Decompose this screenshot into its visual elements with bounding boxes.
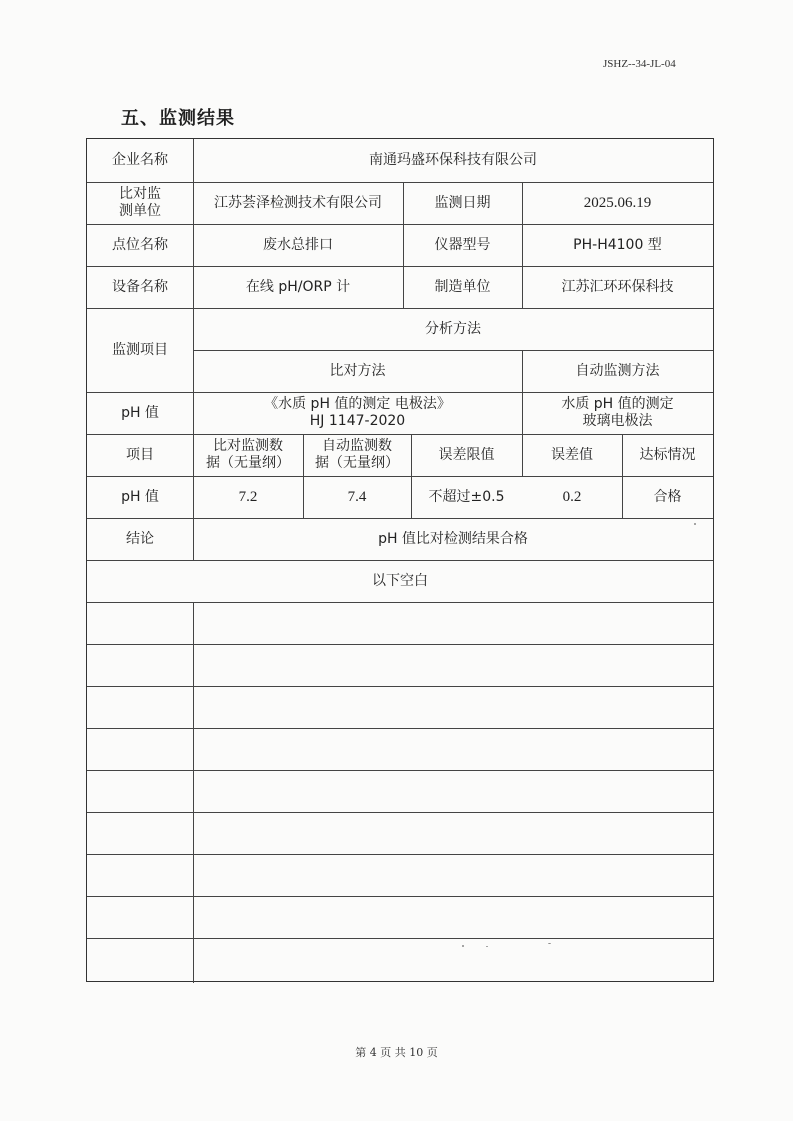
result-compare-value: 7.2 <box>238 488 258 505</box>
label-device-name: 设备名称 <box>112 278 168 295</box>
auto-method-text: 水质 pH 值的测定 玻璃电极法 <box>561 396 674 429</box>
compare-method-header: 比对方法 <box>329 362 386 379</box>
result-error-value: 0.2 <box>562 488 582 505</box>
monitoring-results-table <box>86 138 714 982</box>
value-instrument-model: PH-H4100 型 <box>573 236 662 253</box>
header-error-limit: 误差限值 <box>438 446 495 463</box>
label-point-name: 点位名称 <box>112 236 168 253</box>
value-manufacturer: 江苏汇环环保科技 <box>561 278 674 295</box>
auto-method-header: 自动监测方法 <box>575 362 660 379</box>
header-error-value: 误差值 <box>551 446 593 463</box>
header-compare-data: 比对监测数 据（无量纲） <box>206 438 290 471</box>
result-auto-value: 7.4 <box>347 488 367 505</box>
value-conclusion: pH 值比对检测结果合格 <box>378 530 528 547</box>
value-compare-unit: 江苏荟泽检测技术有限公司 <box>214 194 382 211</box>
result-error-limit: 不超过±0.5 <box>428 488 505 505</box>
header-item: 项目 <box>126 446 154 463</box>
analysis-method-header: 分析方法 <box>425 320 481 337</box>
compare-method-text: 《水质 pH 值的测定 电极法》 HJ 1147-2020 <box>264 396 451 429</box>
value-monitor-date: 2025.06.19 <box>583 194 652 211</box>
value-device-name: 在线 pH/ORP 计 <box>245 278 351 295</box>
result-item: pH 值 <box>121 488 159 505</box>
label-compare-unit: 比对监 测单位 <box>119 186 161 219</box>
section-title: 五、监测结果 <box>121 108 235 129</box>
label-monitor-date: 监测日期 <box>434 194 491 211</box>
label-manufacturer: 制造单位 <box>434 278 491 295</box>
label-enterprise: 企业名称 <box>112 152 168 168</box>
page-footer: 第 4 页 共 10 页 <box>355 1046 438 1059</box>
header-auto-data: 自动监测数 据（无量纲） <box>315 438 399 471</box>
label-conclusion: 结论 <box>126 530 154 547</box>
label-ph-method: pH 值 <box>121 404 159 421</box>
header-compliance: 达标情况 <box>639 446 696 463</box>
label-instrument-model: 仪器型号 <box>434 236 491 253</box>
blank-below-note: 以下空白 <box>372 572 428 589</box>
value-enterprise: 南通玛盛环保科技有限公司 <box>369 152 537 168</box>
result-compliance: 合格 <box>653 488 682 505</box>
label-monitor-item: 监测项目 <box>112 341 168 358</box>
document-code: JSHZ--34-JL-04 <box>603 58 676 70</box>
value-point-name: 废水总排口 <box>263 236 333 253</box>
